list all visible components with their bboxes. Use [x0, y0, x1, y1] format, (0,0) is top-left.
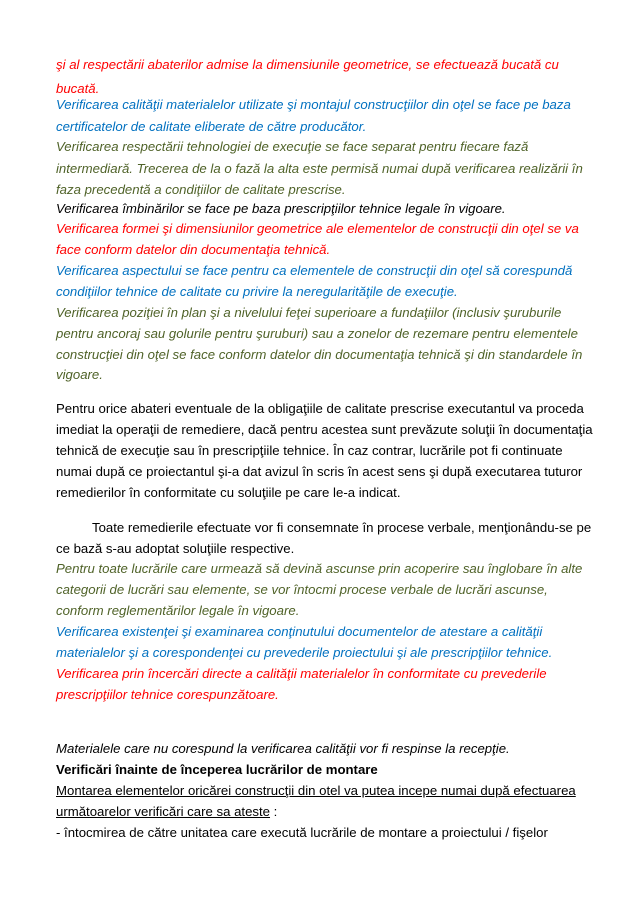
text-line: remedierilor în conformitate cu soluţiile pe care le-a indicat. — [56, 485, 401, 500]
text-line: Verificarea respectării tehnologiei de execuţie se face separat pentru fiecare fază — [56, 139, 529, 154]
text-line: prescripţiilor tehnice corespunzătoare. — [56, 687, 279, 702]
text-line: Verificarea aspectului se face pentru ca elementele de construcţii din oţel să corespundă — [56, 263, 573, 278]
text-line: vigoare. — [56, 367, 103, 382]
text-line: pentru ancoraj sau golurile pentru şuruburi) sau a zonelor de rezemare pentru elementele — [56, 326, 578, 341]
text-line: Verificarea existenţei şi examinarea conţinutului documentelor de atestare a calităţii — [56, 624, 543, 639]
text-line: Verificarea formei şi dimensiunilor geometrice ale elementelor de construcţii din oţel se va — [56, 221, 579, 236]
text-line: numai după ce proiectantul şi-a dat avizul în scris în acest sens şi după executarea tuturor — [56, 464, 583, 479]
text-line: conform reglementărilor legale în vigoare. — [56, 603, 300, 618]
text-line: Montarea elementelor oricărei construcţii din otel va putea incepe numai după efectuarea — [56, 783, 576, 798]
text-line — [56, 804, 277, 820]
text-line: Verificarea calităţii materialelor utilizate şi montajul construcţiilor din oţel se face pe baza — [56, 97, 571, 112]
text-line: face conform datelor din documentaţia tehnică. — [56, 242, 331, 257]
underlined-text: următoarelor verificări care sa ateste — [56, 804, 271, 819]
text-line: Pentru toate lucrările care urmează să devină ascunse prin acoperire sau înglobare în alte — [56, 561, 583, 576]
section-heading: Verificări înainte de începerea lucrărilor de montare — [56, 762, 378, 777]
text-line: construcţiei din oţel se face conform datelor din documentaţia tehnică şi din standardele în — [56, 347, 583, 362]
text-line: faza precedentă a condiţiilor de calitate prescrise. — [56, 182, 346, 197]
text-line: şi al respectării abaterilor admise la dimensiunile geometrice, se efectuează bucată cu — [56, 57, 559, 72]
text-line: imediat la operaţii de remediere, dacă pentru acestea sunt prevăzute soluţii în documentaţia — [56, 422, 593, 437]
text-line: bucată. — [56, 81, 100, 96]
text-line: Verificarea îmbinărilor se face pe baza prescripţiilor tehnice legale în vigoare. — [56, 201, 506, 216]
text-line: tehnică de execuţie sau în prescripţiile tehnice. În caz contrar, lucrările pot fi continuate — [56, 443, 563, 458]
text-line: Toate remedierile efectuate vor fi consemnate în procese verbale, menţionându-se pe — [92, 520, 592, 535]
list-item: - întocmirea de către unitatea care execută lucrările de montare a proiectului / fişelor — [56, 825, 548, 840]
text-line: Materialele care nu corespund la verificarea calităţii vor fi respinse la recepţie. — [56, 741, 510, 756]
text-line: Verificarea prin încercări directe a calităţii materialelor în conformitate cu prevederile — [56, 666, 547, 681]
text-line: materialelor şi a corespondenţei cu prevederile proiectului şi ale prescripţiilor tehnice. — [56, 645, 553, 660]
text-line: Pentru orice abateri eventuale de la obligaţiile de calitate prescrise executantul va proceda — [56, 401, 584, 416]
text-line: certificatelor de calitate eliberate de către producător. — [56, 119, 367, 134]
text-line: Verificarea poziţiei în plan şi a nivelului feţei superioare a fundaţiilor (inclusiv şuruburile — [56, 305, 562, 320]
text-line: categorii de lucrări sau elemente, se vor întocmi procese verbale de lucrări ascunse, — [56, 582, 548, 597]
text-line: condiţiilor tehnice de calitate cu privire la neregularităţile de execuţie. — [56, 284, 458, 299]
text-span: : — [270, 804, 278, 819]
text-line: ce bază s-au adoptat soluţiile respective. — [56, 541, 295, 556]
text-line: intermediară. Trecerea de la o fază la alta este permisă numai după verificarea realizării în — [56, 161, 583, 176]
